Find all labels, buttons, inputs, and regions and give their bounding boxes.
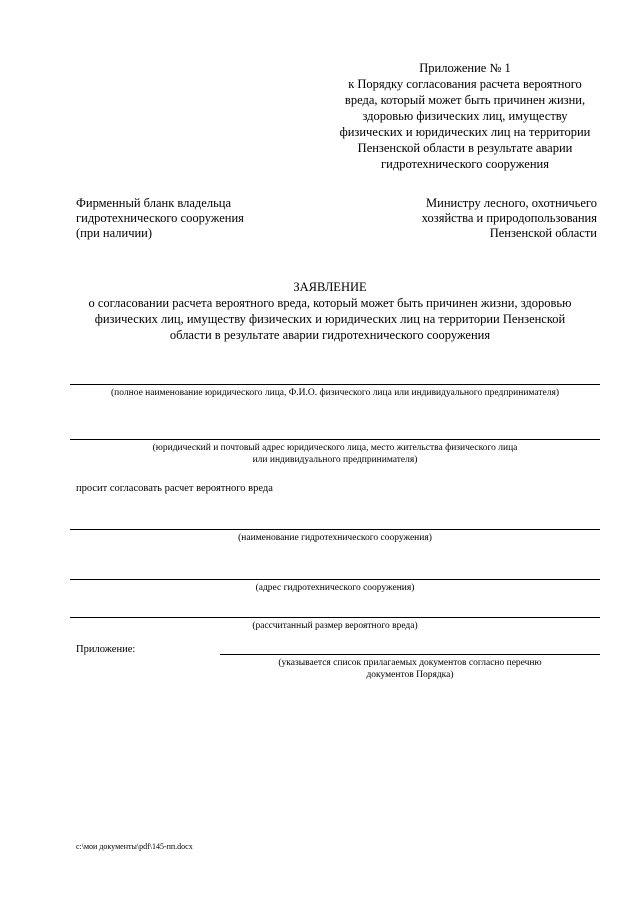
letterhead-line: (при наличии)	[76, 226, 153, 240]
annex-header	[330, 60, 600, 172]
annex-line: гидротехнического сооружения	[381, 157, 549, 171]
addressee-line: Пензенской области	[489, 226, 597, 240]
addressee-line: хозяйства и природопользования	[421, 211, 597, 225]
annex-line: физических и юридических лиц на территории	[339, 125, 591, 139]
addressee-line: Министру лесного, охотничьего	[426, 196, 597, 210]
structure-address-caption: (адрес гидротехнического сооружения)	[255, 583, 415, 593]
annex-line: Пензенской области в результате аварии	[357, 141, 573, 155]
applicant-address-caption	[70, 442, 600, 466]
letterhead-line: гидротехнического сооружения	[76, 211, 244, 225]
letterhead-line: Фирменный бланк владельца	[76, 196, 232, 210]
applicant-name-caption: (полное наименование юридического лица, Ф.И.О. физического лица или индивидуального предпринимателя)	[111, 388, 559, 398]
annex-line: Приложение № 1	[419, 61, 511, 75]
attachment-caption	[220, 657, 600, 681]
damage-amount-field[interactable]	[70, 617, 600, 618]
annex-line: здоровью физических лиц, имуществу	[362, 109, 568, 123]
attachment-field[interactable]	[220, 654, 600, 655]
caption-line: (указывается список прилагаемых документов согласно перечню	[278, 658, 542, 668]
subtitle-line: о согласовании расчета вероятного вреда, который может быть причинен жизни, здоровью	[88, 296, 572, 310]
damage-amount-caption: (рассчитанный размер вероятного вреда)	[252, 621, 418, 631]
document-title: ЗАЯВЛЕНИЕ	[293, 280, 367, 294]
structure-name-field[interactable]	[70, 529, 600, 530]
caption-line: или индивидуального предпринимателя)	[252, 455, 418, 465]
applicant-address-field[interactable]	[70, 439, 600, 440]
attachment-label: Приложение:	[76, 644, 136, 655]
subtitle-line: области в результате аварии гидротехнического сооружения	[169, 328, 491, 342]
addressee-block	[422, 196, 597, 241]
subtitle-line: физических лиц, имуществу физических и юридических лиц на территории Пензенской	[94, 312, 566, 326]
caption-line: документов Порядка)	[366, 670, 454, 680]
applicant-name-field[interactable]	[70, 384, 600, 385]
caption-line: (юридический и почтовый адрес юридического лица, место жительства физического лица	[152, 443, 518, 453]
footer-file-path: c:\мои документы\pdf\145-пп.docx	[76, 842, 193, 851]
letterhead-note	[76, 196, 244, 241]
request-text: просит согласовать расчет вероятного вреда	[76, 483, 273, 494]
structure-name-caption: (наименование гидротехнического сооружения)	[238, 533, 432, 543]
structure-address-field[interactable]	[70, 579, 600, 580]
document-subtitle	[60, 295, 600, 343]
annex-line: вреда, который может быть причинен жизни,	[344, 93, 586, 107]
annex-line: к Порядку согласования расчета вероятного	[348, 77, 582, 91]
